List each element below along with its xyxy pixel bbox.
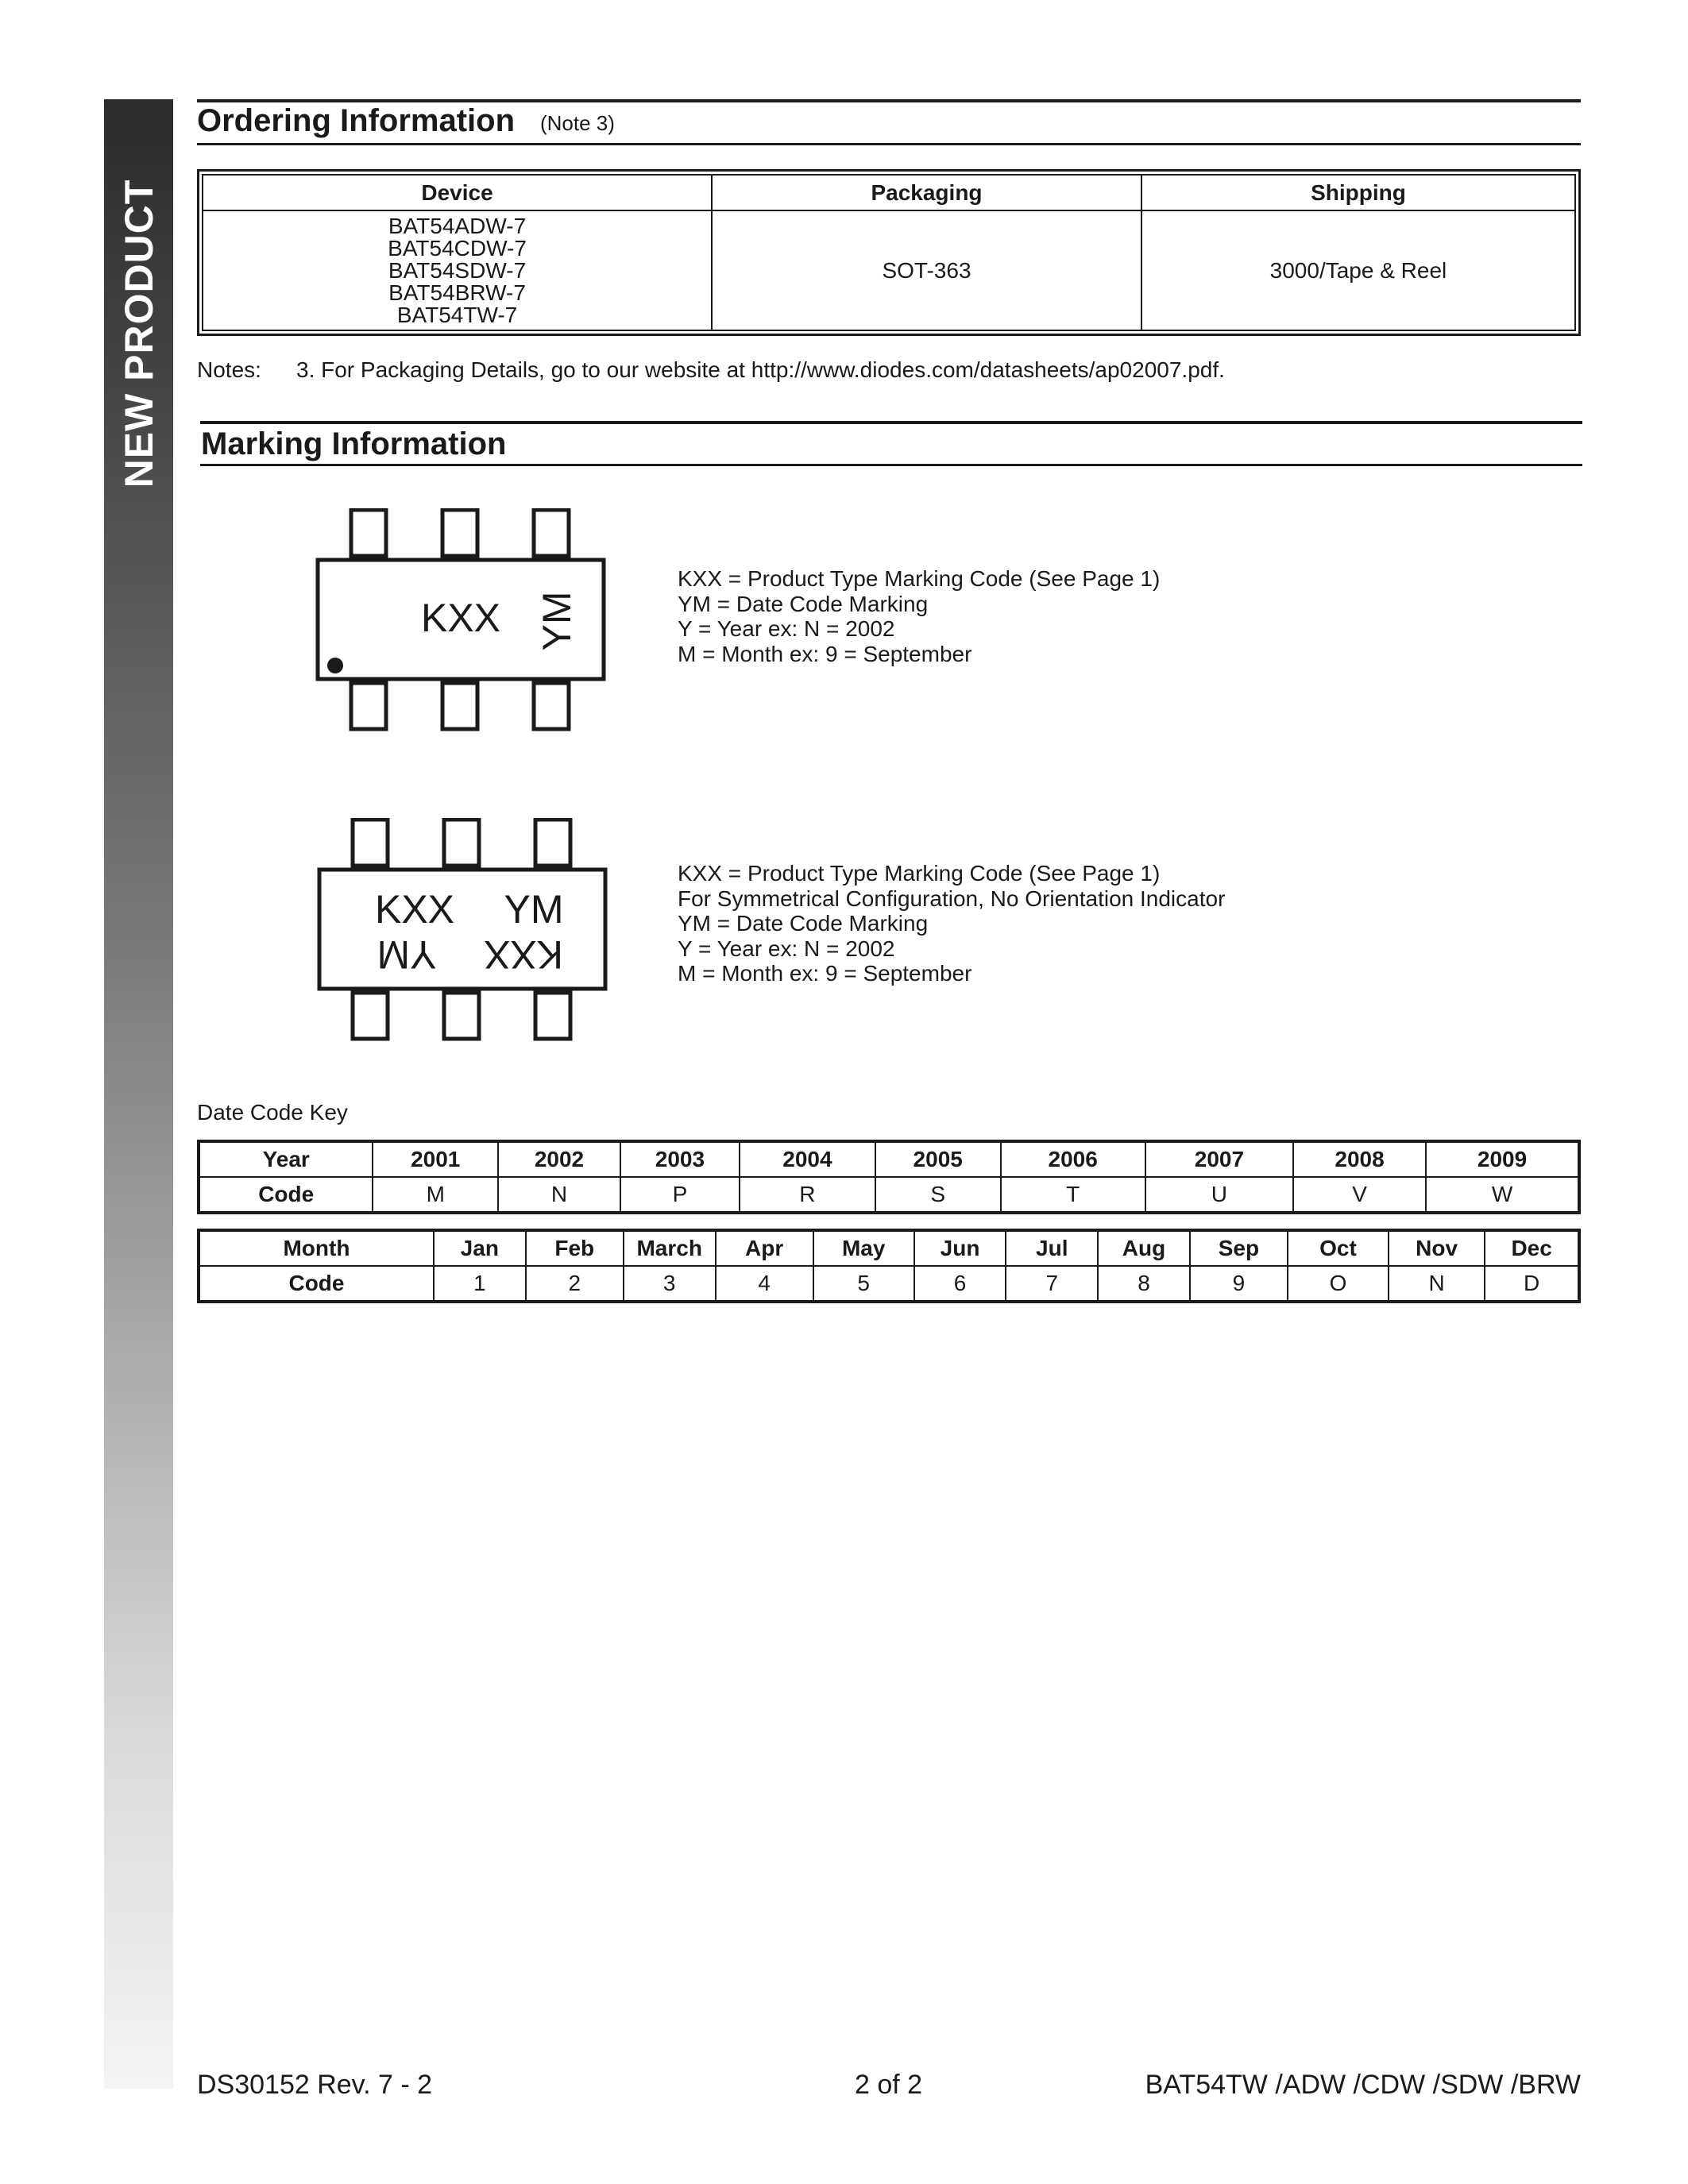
pin-top-2: [444, 820, 479, 866]
year-code-table: [197, 1140, 1581, 1214]
legend-line: KXX = Product Type Marking Code (See Page 1): [678, 566, 1161, 591]
package-diagram-symmetric: [315, 818, 613, 1044]
marking-title: Marking Information: [201, 426, 507, 461]
year-row-label: Year: [199, 1142, 373, 1177]
month-code-cell: 1: [434, 1266, 526, 1301]
pin-top-2: [442, 510, 477, 556]
sidebar-banner: [104, 99, 173, 2089]
legend-line: Y = Year ex: N = 2002: [678, 936, 895, 961]
footer-doc-number: DS30152 Rev. 7 - 2: [197, 2070, 433, 2100]
notes-label: Notes:: [197, 357, 261, 382]
month-code-table: [197, 1229, 1581, 1303]
footer-part-numbers: BAT54TW /ADW /CDW /SDW /BRW: [1145, 2070, 1581, 2100]
legend-asymmetric: [678, 566, 1160, 666]
year-code-cell: R: [740, 1177, 875, 1212]
marking-top-rule: [200, 421, 1582, 424]
pin-bottom-1: [351, 683, 386, 729]
month-cell: March: [624, 1231, 716, 1266]
top-rule: [197, 99, 1581, 102]
pin1-dot: [327, 658, 343, 673]
marking-kxx: KXX: [420, 596, 501, 640]
legend-line: For Symmetrical Configuration, No Orientation Indicator: [678, 886, 1226, 911]
pin-top-3: [534, 510, 569, 556]
month-code-cell: 2: [526, 1266, 624, 1301]
shipping-cell: 3000/Tape & Reel: [1141, 210, 1575, 330]
year-code-cell: V: [1293, 1177, 1426, 1212]
legend-line: Y = Year ex: N = 2002: [678, 616, 895, 641]
pin-top-1: [351, 510, 386, 556]
month-code-cell: 6: [914, 1266, 1006, 1301]
month-row-label: Month: [199, 1231, 434, 1266]
month-code-cell: O: [1288, 1266, 1389, 1301]
year-code-cell: U: [1145, 1177, 1293, 1212]
year-cell: 2008: [1293, 1142, 1426, 1177]
year-code-cell: P: [620, 1177, 740, 1212]
month-code-cell: 4: [716, 1266, 813, 1301]
year-code-cell: S: [875, 1177, 1001, 1212]
ordering-underline: [197, 143, 1581, 145]
month-cell: Aug: [1098, 1231, 1190, 1266]
marking-kxx-inverted: KXX: [483, 932, 564, 977]
legend-line: YM = Date Code Marking: [678, 911, 929, 936]
month-code-cell: N: [1389, 1266, 1485, 1301]
device-item: BAT54TW-7: [396, 302, 518, 327]
year-cell: 2005: [875, 1142, 1001, 1177]
package-diagram-asymmetric: [314, 508, 612, 735]
year-code-cell: N: [498, 1177, 620, 1212]
header-packaging: Packaging: [712, 175, 1141, 210]
month-cell: Jan: [434, 1231, 526, 1266]
marking-kxx-upper: KXX: [374, 887, 455, 932]
month-cell: Jun: [914, 1231, 1006, 1266]
year-cell: 2009: [1426, 1142, 1578, 1177]
month-cell: Apr: [716, 1231, 813, 1266]
month-code-row-label: Code: [199, 1266, 434, 1301]
device-item: BAT54BRW-7: [388, 280, 526, 305]
device-cell: [203, 210, 712, 330]
pin-top-3: [535, 820, 570, 866]
year-cell: 2006: [1001, 1142, 1145, 1177]
pin-bottom-2: [442, 683, 477, 729]
ordering-note-ref: (Note 3): [540, 111, 615, 135]
legend-symmetric: [678, 861, 1225, 986]
month-code-cell: 5: [813, 1266, 914, 1301]
sidebar-label: NEW PRODUCT: [116, 179, 161, 488]
pin-bottom-3: [535, 993, 570, 1039]
month-code-cell: 9: [1190, 1266, 1288, 1301]
marking-ym-upper: YM: [504, 887, 564, 932]
year-code-row-label: Code: [199, 1177, 373, 1212]
device-item: BAT54CDW-7: [388, 235, 527, 260]
month-code-cell: 8: [1098, 1266, 1190, 1301]
marking-ym-inverted: YM: [377, 932, 437, 977]
month-cell: Jul: [1006, 1231, 1098, 1266]
year-cell: 2003: [620, 1142, 740, 1177]
month-code-cell: 7: [1006, 1266, 1098, 1301]
header-shipping: Shipping: [1141, 175, 1575, 210]
month-code-cell: 3: [624, 1266, 716, 1301]
month-code-cell: D: [1485, 1266, 1578, 1301]
device-item: BAT54SDW-7: [388, 257, 527, 283]
note-item: 3. For Packaging Details, go to our website at http://www.diodes.com/datasheets/ap02007.pdf.: [296, 357, 1225, 382]
ordering-table: [197, 169, 1581, 336]
device-item: BAT54ADW-7: [388, 213, 527, 238]
marking-ym-rotated: YM: [535, 591, 580, 651]
marking-underline: [200, 464, 1582, 466]
legend-line: KXX = Product Type Marking Code (See Page 1): [678, 861, 1161, 886]
year-cell: 2004: [740, 1142, 875, 1177]
packaging-cell: SOT-363: [712, 210, 1141, 330]
legend-line: M = Month ex: 9 = September: [678, 961, 972, 986]
legend-line: M = Month ex: 9 = September: [678, 641, 972, 666]
month-cell: Sep: [1190, 1231, 1288, 1266]
month-cell: Nov: [1389, 1231, 1485, 1266]
year-code-cell: T: [1001, 1177, 1145, 1212]
month-cell: May: [813, 1231, 914, 1266]
legend-line: YM = Date Code Marking: [678, 591, 929, 616]
pin-top-1: [353, 820, 388, 866]
year-cell: 2007: [1145, 1142, 1293, 1177]
month-cell: Dec: [1485, 1231, 1578, 1266]
year-cell: 2001: [373, 1142, 498, 1177]
year-code-cell: W: [1426, 1177, 1578, 1212]
date-code-caption: Date Code Key: [197, 1100, 348, 1125]
pin-bottom-2: [444, 993, 479, 1039]
pin-bottom-1: [353, 993, 388, 1039]
header-device: Device: [203, 175, 712, 210]
month-cell: Oct: [1288, 1231, 1389, 1266]
pin-bottom-3: [534, 683, 569, 729]
year-cell: 2002: [498, 1142, 620, 1177]
ordering-title: Ordering Information: [197, 103, 515, 138]
month-cell: Feb: [526, 1231, 624, 1266]
year-code-cell: M: [373, 1177, 498, 1212]
footer-page-number: 2 of 2: [855, 2070, 923, 2100]
